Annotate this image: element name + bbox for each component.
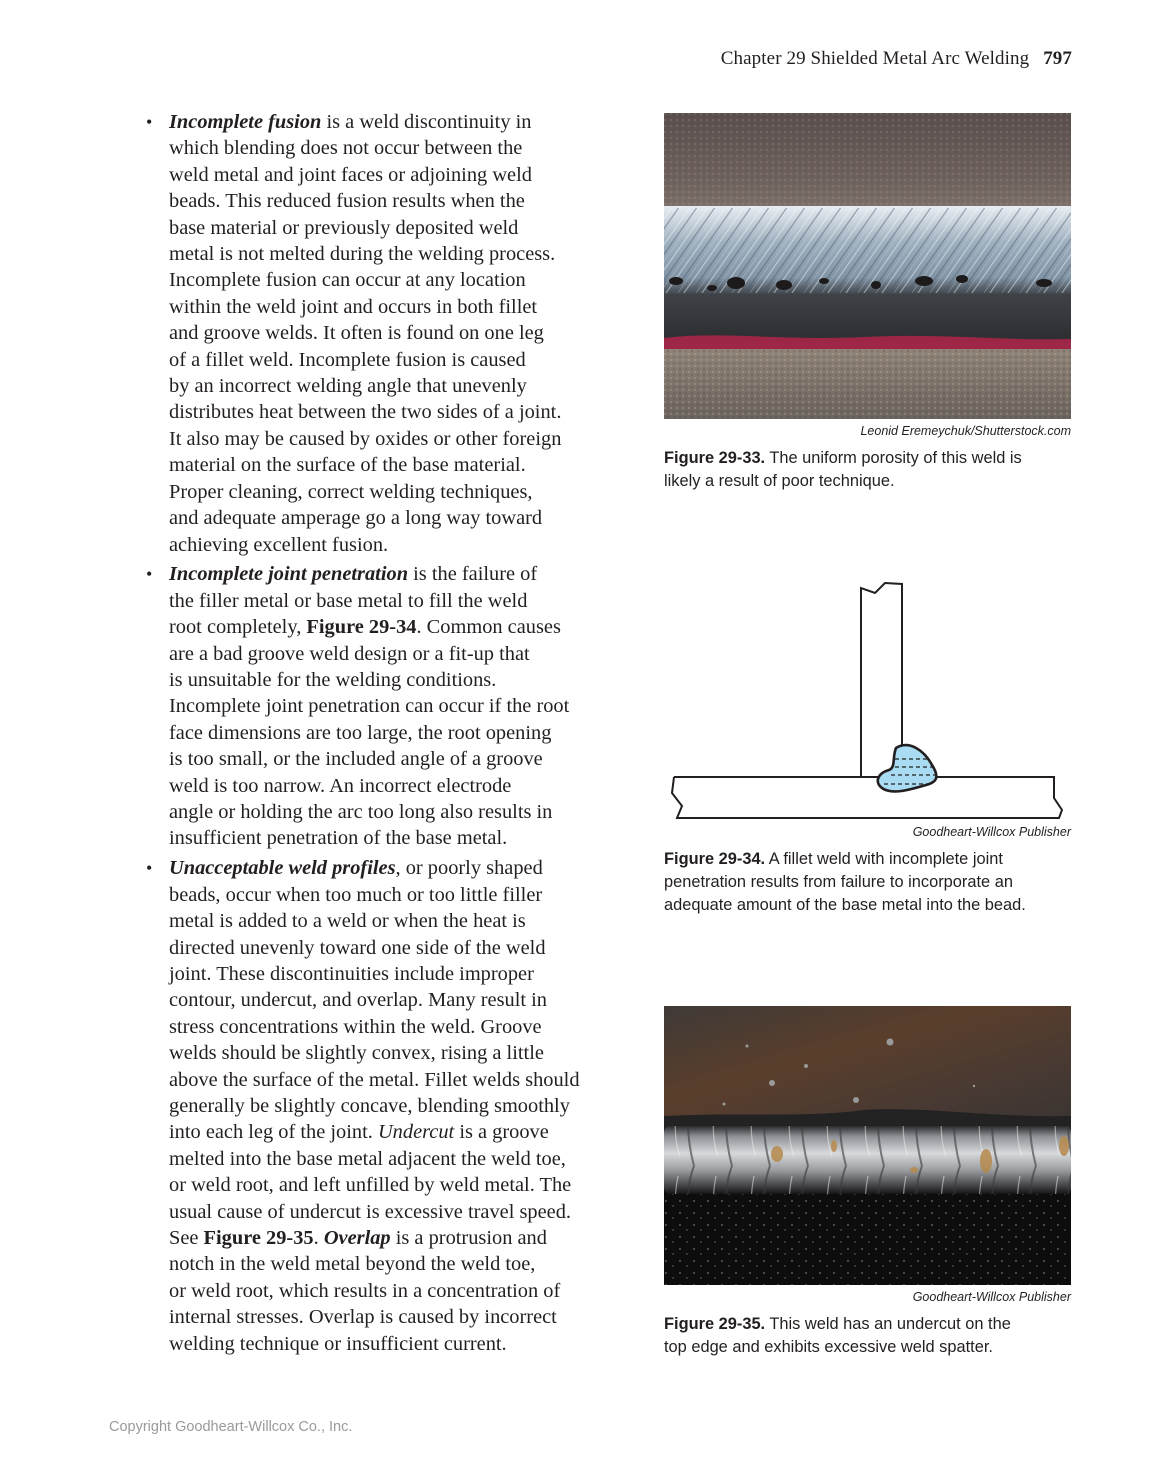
figure-caption: Figure 29-33. The uniform porosity of this weld is likely a result of poor technique.	[664, 449, 1022, 490]
term-incomplete-fusion: Incomplete fusion	[169, 111, 322, 133]
page-number: 797	[1043, 48, 1072, 69]
bullet-incomplete-joint-penetration: • Incomplete joint penetration is the failure of the filler metal or base metal to fill the weld root completely, Figure 29-34. Common causes are a bad groove weld design or a fit-up that is unsuitable for the welding conditions. Incomplete joint penetration can occur if the root face dimensions are too large, the root opening is too small, or the included angle of a groove weld is too narrow. An incorrect electrode angle or holding the arc too long also results in insufficient penetration of the base metal.	[146, 563, 570, 850]
figure-label: Figure 29-33.	[664, 449, 766, 467]
weld-porosity-photo	[664, 113, 1071, 419]
running-header	[721, 48, 1072, 70]
term-incomplete-joint-penetration: Incomplete joint penetration	[169, 563, 409, 586]
bullet-icon: •	[146, 564, 153, 585]
figure-29-35	[664, 1006, 1071, 1359]
fillet-weld-diagram	[664, 580, 1071, 820]
diagram-credit: Goodheart-Willcox Publisher	[912, 825, 1071, 839]
figure-reference-29-35[interactable]: Figure 29-35	[203, 1227, 314, 1250]
bullet-unacceptable-weld-profiles: • Unacceptable weld profiles, or poorly shaped beads, occur when too much or too little filler metal is added to a weld or when the heat is directed unevenly toward one side of the weld joint. These discontinuities include improper contour, undercut, and overlap. Many result in stress concentrations within the weld. Groove welds should be slightly convex, rising a little above the surface of the metal. Fillet welds should generally be slightly concave, blending smoothly into each leg of the joint. Undercut is a groove melted into the base metal adjacent the weld toe, or weld root, and left unfilled by weld metal. The usual cause of undercut is excessive travel speed. See Figure 29-35. Overlap is a protrusion and notch in the weld metal beyond the weld toe, or weld root, which results in a concentration of internal stresses. Overlap is caused by incorrect welding technique or insufficient current.	[146, 857, 580, 1355]
body-text-column	[140, 109, 630, 1361]
bullet-icon: •	[146, 858, 153, 879]
photo-credit: Leonid Eremeychuk/Shutterstock.com	[860, 424, 1071, 438]
figure-29-34	[664, 580, 1071, 916]
chapter-title: Chapter 29 Shielded Metal Arc Welding	[720, 48, 1030, 69]
figure-29-33	[664, 113, 1071, 493]
term-undercut: Undercut	[377, 1121, 455, 1144]
bullet-incomplete-fusion: • Incomplete fusion is a weld discontinuity in which blending does not occur between the weld metal and joint faces or adjoining weld beads. This reduced fusion results when the base material or previously deposited weld metal is not melted during the welding process. Incomplete fusion can occur at any location within the weld joint and occurs in both fillet and groove welds. It often is found on one leg of a fillet weld. Incomplete fusion is caused by an incorrect welding angle that unevenly distributes heat between the two sides of a joint. It also may be caused by oxides or other foreign material on the surface of the base material. Proper cleaning, correct welding techniques, and adequate amperage go a long way toward achieving excellent fusion.	[146, 111, 562, 556]
figure-label: Figure 29-34.	[664, 850, 766, 868]
figure-caption: Figure 29-35. This weld has an undercut on the top edge and exhibits excessive weld spatter.	[664, 1315, 1011, 1356]
photo-credit: Goodheart-Willcox Publisher	[912, 1290, 1071, 1304]
figure-caption: Figure 29-34. A fillet weld with incomplete joint penetration results from failure to incorporate an adequate amount of the base metal into the bead.	[664, 850, 1026, 914]
term-overlap: Overlap	[323, 1227, 391, 1250]
bullet-icon: •	[146, 112, 153, 132]
term-unacceptable-weld-profiles: Unacceptable weld profiles	[169, 857, 396, 880]
figure-label: Figure 29-35.	[664, 1315, 766, 1333]
copyright-footer: Copyright Goodheart-Willcox Co., Inc.	[109, 1419, 353, 1435]
figure-reference-29-34[interactable]: Figure 29-34	[306, 616, 417, 639]
weld-undercut-photo	[664, 1006, 1071, 1285]
